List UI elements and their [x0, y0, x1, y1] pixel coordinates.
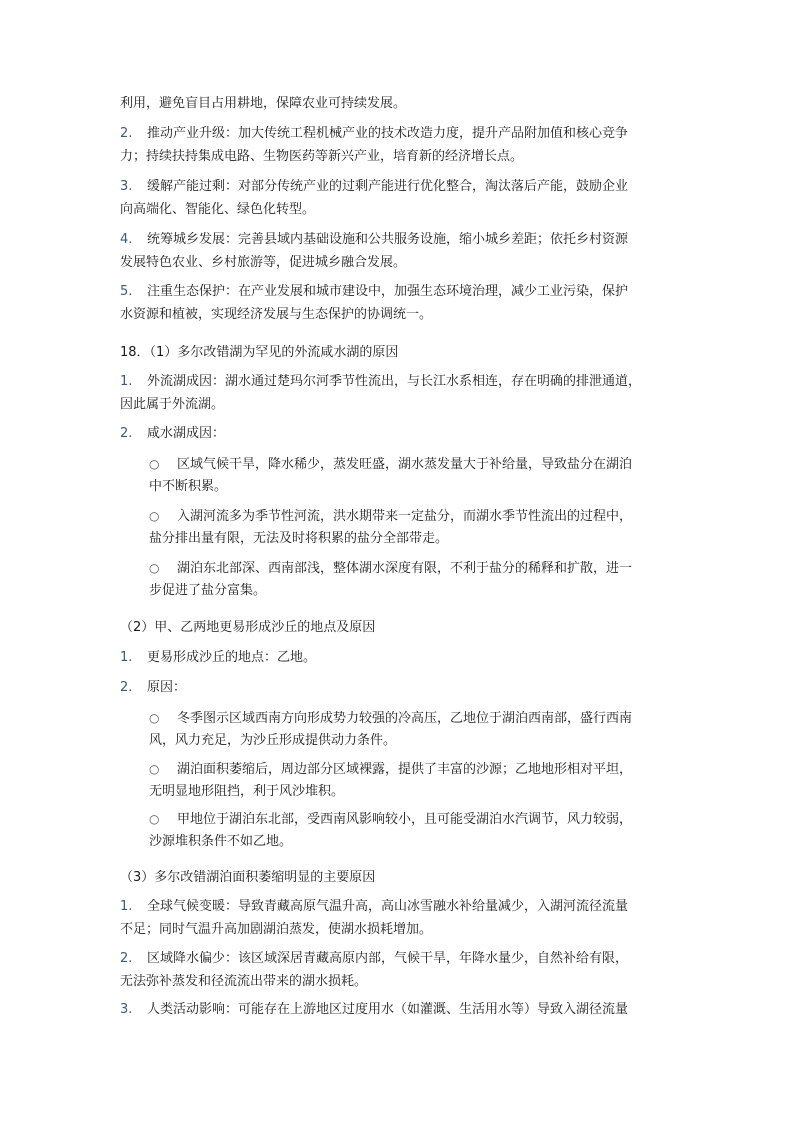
list-number: 4.	[120, 232, 133, 247]
intro-tail-text: 利用，避免盲目占用耕地，保障农业可持续发展。	[120, 96, 407, 111]
sub-list-item	[149, 811, 709, 828]
list-text: 咸水湖成因：	[147, 426, 226, 441]
list-item	[120, 374, 680, 390]
list-item	[120, 680, 680, 696]
list-text: 推动产业升级：加大传统工程机械产业的技术改造力度，提升产品附加值和核心竞争	[147, 126, 629, 141]
list-text: 全球气候变暖：导致青藏高原气温升高，高山冰雪融水补给量减少，入湖河流径流量	[147, 899, 629, 914]
list-number: 1.	[120, 650, 133, 665]
list-text: 更易形成沙丘的地点：乙地。	[147, 650, 317, 665]
list-number: 2.	[120, 126, 133, 141]
list-number: 5.	[120, 284, 133, 299]
list-number: 1.	[120, 899, 133, 914]
sub-list-text: 湖泊东北部深、西南部浅，整体湖水深度有限，不利于盐分的稀释和扩散，进一	[177, 561, 633, 576]
sub-list-continuation: 沙源堆积条件不如乙地。	[149, 834, 293, 849]
list-item	[120, 126, 680, 142]
list-item-continuation: 无法弥补蒸发和径流流出带来的湖水损耗。	[120, 974, 368, 989]
sub-list-text: 冬季图示区域西南方向形成势力较强的冷高压，乙地位于湖泊西南部，盛行西南	[177, 711, 633, 726]
list-number: 3.	[120, 1002, 133, 1017]
sub-list-continuation: 步促进了盐分富集。	[149, 583, 267, 598]
list-item-continuation: 发展特色农业、乡村旅游等，促进城乡融合发展。	[120, 255, 407, 270]
list-number: 2.	[120, 680, 133, 695]
sub-list-text: 入湖河流多为季节性河流，洪水期带来一定盐分，而湖水季节性流出的过程中，	[177, 509, 633, 524]
sub-list-continuation: 盐分排出量有限，无法及时将积累的盐分全部带走。	[149, 531, 449, 546]
sub-list-item	[149, 560, 709, 577]
list-text: 人类活动影响：可能存在上游地区过度用水（如灌溉、生活用水等）导致入湖径流量	[147, 1002, 629, 1017]
list-item	[120, 284, 680, 300]
sub-list-item	[149, 710, 709, 727]
circle-bullet-icon: ○	[149, 711, 160, 725]
circle-bullet-icon: ○	[149, 762, 160, 776]
section-heading: （2）甲、乙两地更易形成沙丘的地点及原因	[120, 620, 376, 635]
sub-list-text: 区域气候干旱，降水稀少，蒸发旺盛，湖水蒸发量大于补给量，导致盐分在湖泊	[177, 457, 633, 472]
list-item-continuation: 不足；同时气温升高加剧湖泊蒸发，使湖水损耗增加。	[120, 922, 433, 937]
circle-bullet-icon: ○	[149, 509, 160, 523]
list-text: 统筹城乡发展：完善县域内基础设施和公共服务设施，缩小城乡差距；依托乡村资源	[147, 232, 629, 247]
list-number: 2.	[120, 426, 133, 441]
sub-list-text: 甲地位于湖泊东北部，受西南风影响较小，且可能受湖泊水汽调节，风力较弱，	[177, 812, 633, 827]
circle-bullet-icon: ○	[149, 561, 160, 575]
list-item-continuation: 力；持续扶持集成电路、生物医药等新兴产业，培育新的经济增长点。	[120, 149, 524, 164]
list-item	[120, 179, 680, 195]
sub-list-text: 湖泊面积萎缩后，周边部分区域裸露，提供了丰富的沙源；乙地地形相对平坦，	[177, 762, 633, 777]
list-text: 注重生态保护：在产业发展和城市建设中，加强生态环境治理，减少工业污染，保护	[147, 284, 629, 299]
list-item-continuation: 水资源和植被，实现经济发展与生态保护的协调统一。	[120, 307, 433, 322]
sub-list-item	[149, 761, 709, 778]
list-number: 1.	[120, 374, 133, 389]
sub-list-continuation: 无明显地形阻挡，利于风沙堆积。	[149, 784, 345, 799]
sub-list-item	[149, 508, 709, 525]
list-number: 2.	[120, 951, 133, 966]
section-heading: （3）多尔改错湖泊面积萎缩明显的主要原因	[120, 870, 376, 885]
list-item	[120, 426, 680, 442]
list-item	[120, 1002, 680, 1018]
circle-bullet-icon: ○	[149, 812, 160, 826]
list-item	[120, 951, 680, 967]
sub-list-continuation: 风，风力充足，为沙丘形成提供动力条件。	[149, 733, 397, 748]
list-text: 原因：	[147, 680, 187, 695]
list-number: 3.	[120, 179, 133, 194]
list-text: 外流湖成因：湖水通过楚玛尔河季节性流出，与长江水系相连，存在明确的排泄通道，	[147, 374, 642, 389]
list-item	[120, 650, 680, 666]
circle-bullet-icon: ○	[149, 457, 160, 471]
list-item	[120, 899, 680, 915]
list-item-continuation: 向高端化、智能化、绿色化转型。	[120, 202, 316, 217]
list-item-continuation: 因此属于外流湖。	[120, 397, 225, 412]
list-text: 区域降水偏少：该区域深居青藏高原内部，气候干旱，年降水量少，自然补给有限，	[147, 951, 629, 966]
sub-list-item	[149, 456, 709, 473]
sub-list-continuation: 中不断积累。	[149, 479, 228, 494]
section-heading: 18．（1）多尔改错湖为罕见的外流咸水湖的原因	[120, 345, 399, 360]
list-text: 缓解产能过剩：对部分传统产业的过剩产能进行优化整合，淘汰落后产能，鼓励企业	[147, 179, 629, 194]
list-item	[120, 232, 680, 248]
